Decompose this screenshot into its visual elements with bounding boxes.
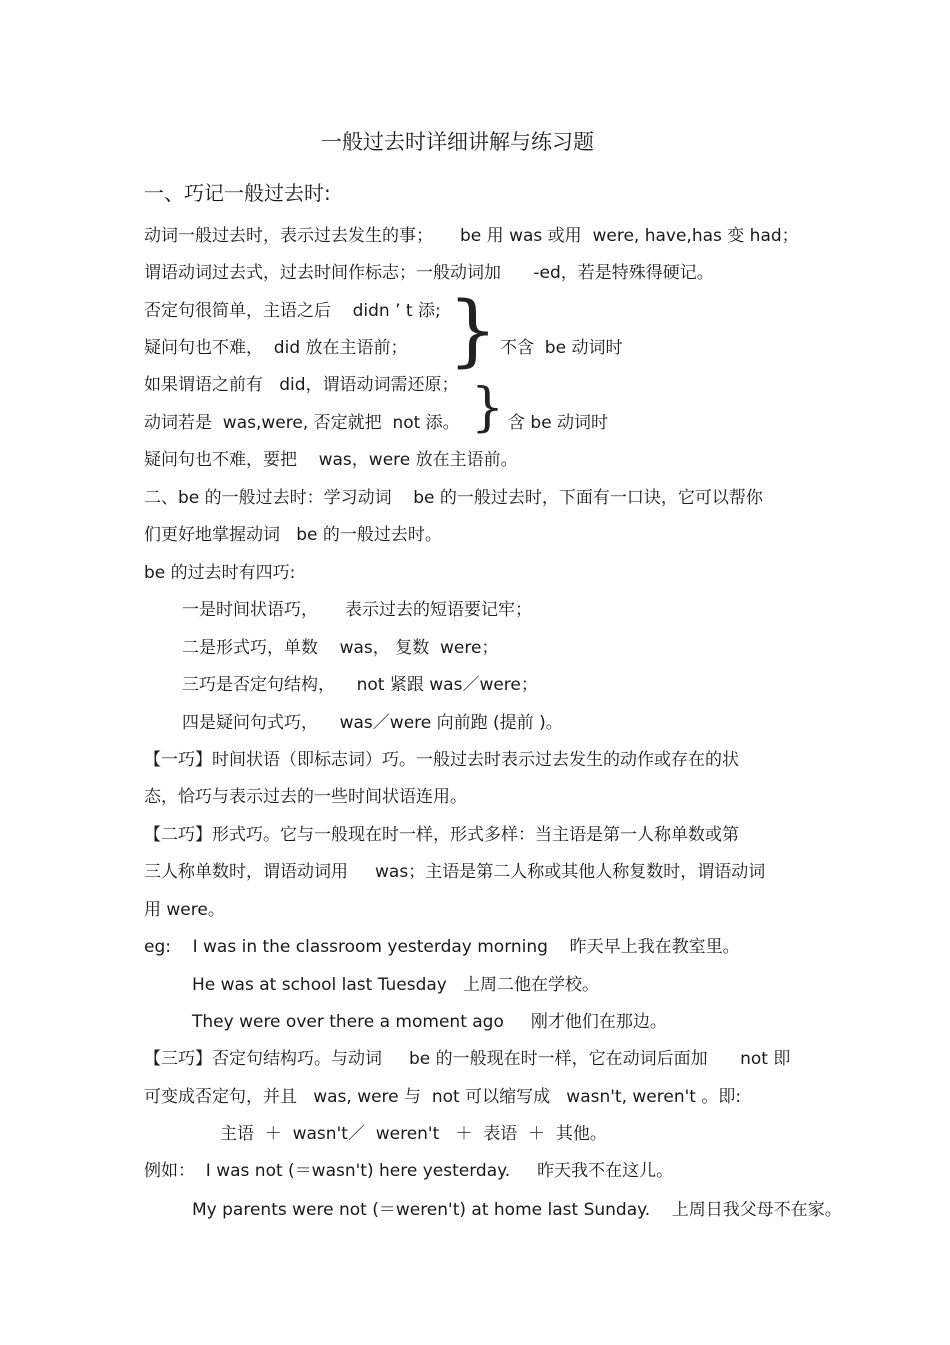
example2-line-1: 例如： I was not (＝wasn't) here yesterday. 昨天我不在这儿。 — [144, 1161, 674, 1181]
tip-line-3: 三巧是否定句结构， not 紧跟 was／were； — [182, 675, 538, 695]
example-line-3: They were over there a moment ago 刚才他们在那边。 — [192, 1012, 667, 1032]
rhyme-line-5: 如果谓语之前有 did，谓语动词需还原； — [144, 375, 459, 395]
tip-line-4: 四是疑问句式巧， was／were 向前跑 (提前 )。 — [182, 713, 563, 733]
example-line-2: He was at school last Tuesday 上周二他在学校。 — [192, 975, 600, 995]
rhyme-line-6: 动词若是 was,were, 否定就把 not 添。 — [144, 413, 460, 433]
brace-no-be: } — [448, 286, 498, 376]
rhyme-line-7: 疑问句也不难，要把 was，were 放在主语前。 — [144, 450, 518, 470]
tip3-line-1: 【三巧】否定句结构巧。与动词 be 的一般现在时一样，它在动词后面加 not 即 — [144, 1049, 791, 1069]
tip-line-1: 一是时间状语巧， 表示过去的短语要记牢； — [182, 600, 533, 620]
tip1-line-2: 态，恰巧与表示过去的一些时间状语连用。 — [144, 787, 467, 807]
tip-line-2: 二是形式巧，单数 was， 复数 were； — [182, 638, 499, 658]
section2-intro-1: 二、be 的一般过去时：学习动词 be 的一般过去时，下面有一口诀，它可以帮你 — [144, 488, 763, 508]
rhyme-line-1: 动词一般过去时，表示过去发生的事； be 用 was 或用 were, have,has 变 had； — [144, 226, 799, 246]
example-line-1: eg: I was in the classroom yesterday morning 昨天早上我在教室里。 — [144, 937, 740, 957]
note-no-be: 不含 be 动词时 — [500, 338, 623, 358]
note-with-be: 含 be 动词时 — [508, 413, 609, 433]
section2-intro-2: 们更好地掌握动词 be 的一般过去时。 — [144, 525, 442, 545]
page-title: 一般过去时详细讲解与练习题 — [321, 130, 594, 154]
tip1-line-1: 【一巧】时间状语（即标志词）巧。一般过去时表示过去发生的动作或存在的状 — [144, 750, 739, 770]
rhyme-line-4: 疑问句也不难， did 放在主语前； — [144, 338, 408, 358]
section1-heading: 一、巧记一般过去时: — [144, 181, 331, 205]
tip2-line-1: 【二巧】形式巧。它与一般现在时一样，形式多样：当主语是第一人称单数或第 — [144, 825, 739, 845]
tip3-line-2: 可变成否定句，并且 was, were 与 not 可以缩写成 wasn't, weren't 。即: — [144, 1087, 742, 1107]
rhyme-line-3: 否定句很简单，主语之后 didn ’ t 添; — [144, 301, 441, 321]
brace-with-be: } — [471, 378, 505, 438]
example2-line-2: My parents were not (＝weren't) at home last Sunday. 上周日我父母不在家。 — [192, 1200, 842, 1220]
negation-formula: 主语 ＋ wasn't／ weren't ＋ 表语 ＋ 其他。 — [220, 1124, 607, 1144]
rhyme-line-2: 谓语动词过去式，过去时间作标志；一般动词加 -ed，若是特殊得硬记。 — [144, 263, 714, 283]
tip2-line-3: 用 were。 — [144, 900, 225, 920]
tip2-line-2: 三人称单数时，谓语动词用 was；主语是第二人称或其他人称复数时，谓语动词 — [144, 862, 766, 882]
four-tips-title: be 的过去时有四巧: — [144, 563, 296, 583]
